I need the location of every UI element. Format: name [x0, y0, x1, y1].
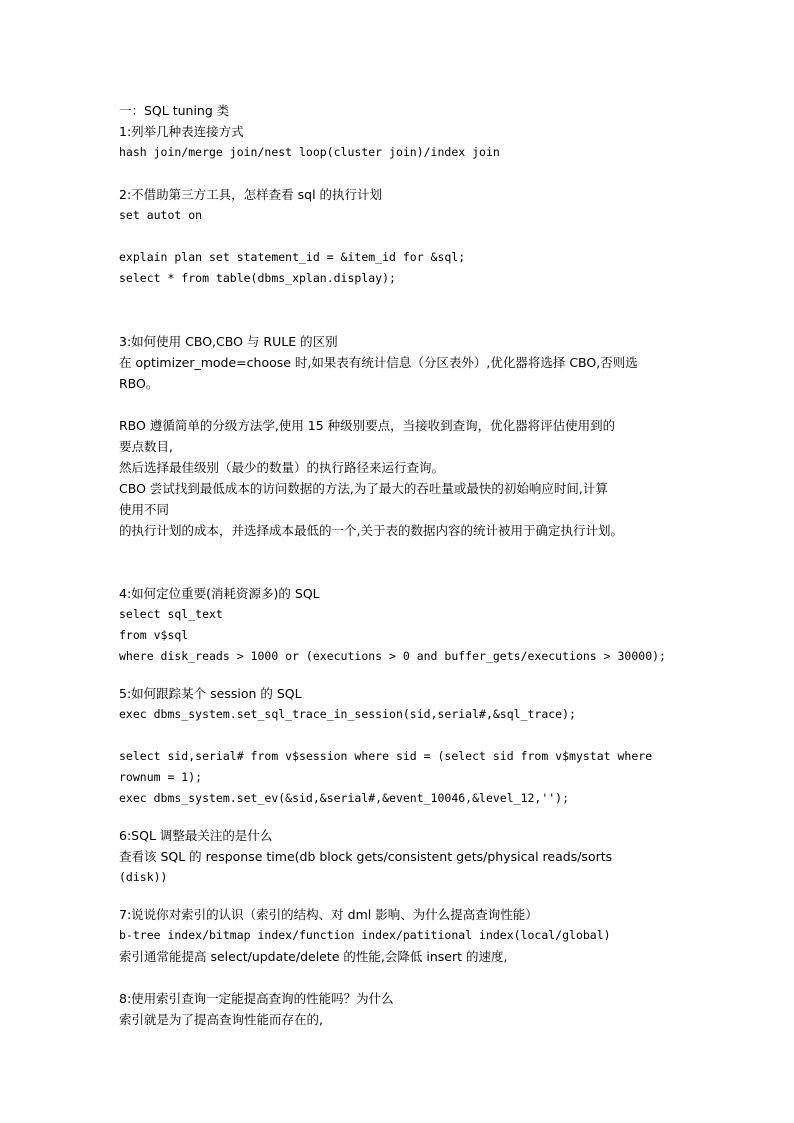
text-line: RBO。	[119, 376, 159, 391]
text-line: 索引就是为了提高查询性能而存在的,	[119, 1012, 323, 1027]
text-line: 一：SQL tuning 类	[119, 103, 230, 118]
text-line: CBO 尝试找到最低成本的访问数据的方法,为了最大的吞吐量或最快的初始响应时间,计算	[119, 481, 608, 496]
blank-line	[119, 562, 739, 583]
code-line: set autot on	[119, 208, 203, 222]
blank-line	[119, 289, 739, 310]
text-line: 在 optimizer_mode=choose 时,如果表有统计信息（分区表外）,优化器将选择 CBO,否则选	[119, 355, 638, 370]
text-line: 7:说说你对索引的认识（索引的结构、对 dml 影响、为什么提高查询性能）	[119, 907, 538, 922]
text-line: 4:如何定位重要(消耗资源多)的 SQL	[119, 586, 320, 601]
text-line: 索引通常能提高 select/update/delete 的性能,会降低 insert 的速度,	[119, 949, 508, 964]
code-line: rownum = 1);	[119, 770, 203, 784]
code-line: from v$sql	[119, 628, 189, 642]
text-line: 8:使用索引查询一定能提高查询的性能吗？为什么	[119, 991, 394, 1006]
code-line: hash join/merge join/nest loop(cluster join)/index join	[119, 145, 500, 159]
code-line: select * from table(dbms_xplan.display);	[119, 271, 396, 285]
blank-line	[119, 667, 739, 683]
text-line: 的执行计划的成本，并选择成本最低的一个,关于表的数据内容的统计被用于确定执行计划。	[119, 523, 623, 538]
code-line: explain plan set statement_id = &item_id for &sql;	[119, 250, 466, 264]
text-line: 1:列举几种表连接方式	[119, 124, 244, 139]
blank-line	[119, 226, 739, 247]
code-line: (disk))	[119, 870, 168, 884]
text-line: 然后选择最佳级别（最少的数量）的执行路径来运行查询。	[119, 460, 445, 475]
text-line: 查看该 SQL 的 response time(db block gets/consistent gets/physical reads/sorts	[119, 849, 613, 864]
text-line: 2:不借助第三方工具，怎样查看 sql 的执行计划	[119, 187, 383, 202]
blank-line	[119, 310, 739, 331]
code-line: exec dbms_system.set_ev(&sid,&serial#,&event_10046,&level_12,'');	[119, 791, 570, 805]
blank-line	[119, 541, 739, 562]
blank-line	[119, 888, 739, 904]
blank-line	[119, 725, 739, 746]
code-line: exec dbms_system.set_sql_trace_in_session(sid,serial#,&sql_trace);	[119, 707, 576, 721]
code-line: where disk_reads > 1000 or (executions > 0 and buffer_gets/executions > 30000);	[119, 649, 666, 663]
blank-line	[119, 394, 739, 415]
text-line: 6:SQL 调整最关注的是什么	[119, 828, 273, 843]
code-line: select sid,serial# from v$session where sid = (select sid from v$mystat where	[119, 749, 653, 763]
document-page	[119, 100, 739, 1030]
text-line: 要点数目,	[119, 439, 173, 454]
text-line: 使用不同	[119, 502, 170, 517]
text-line: 3:如何使用 CBO,CBO 与 RULE 的区别	[119, 334, 338, 349]
text-line: 5:如何跟踪某个 session 的 SQL	[119, 686, 302, 701]
text-line: RBO 遵循简单的分级方法学,使用 15 种级别要点，当接收到查询，优化器将评估使用到的	[119, 418, 616, 433]
blank-line	[119, 967, 739, 988]
blank-line	[119, 809, 739, 825]
code-line: select sql_text	[119, 607, 223, 621]
code-line: b-tree index/bitmap index/function index/patitional index(local/global)	[119, 928, 611, 942]
blank-line	[119, 163, 739, 184]
